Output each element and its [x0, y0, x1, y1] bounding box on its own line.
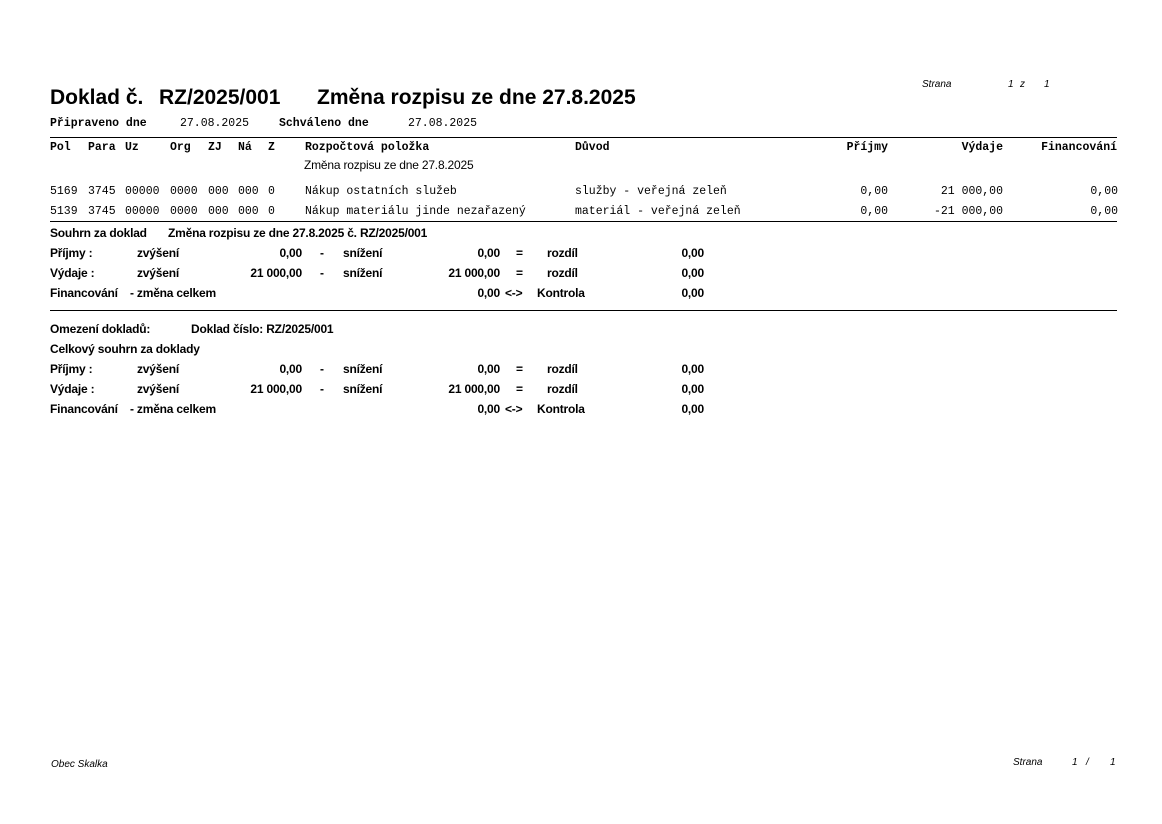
increase-value: 0,00: [279, 246, 302, 260]
difference-label: rozdíl: [547, 246, 578, 260]
cell-financing: 0,00: [1090, 205, 1118, 218]
cell-expense: -21 000,00: [933, 205, 1003, 218]
page-number: 1: [1008, 79, 1014, 90]
doc-title-label: Doklad č.: [50, 86, 144, 109]
footer-org: Obec Skalka: [51, 759, 108, 770]
expense-label: Výdaje :: [50, 382, 95, 396]
footer-page-label: Strana: [1013, 757, 1043, 768]
financing-detail: - změna celkem: [130, 286, 216, 300]
compare-arrow: <->: [505, 286, 523, 300]
cell-na: 000: [238, 205, 259, 218]
col-expense: Výdaje: [961, 141, 1003, 154]
income-label: Příjmy :: [50, 362, 93, 376]
decrease-value: 21 000,00: [448, 266, 500, 280]
increase-value: 21 000,00: [250, 382, 302, 396]
decrease-value: 21 000,00: [448, 382, 500, 396]
cell-item: Nákup ostatních služeb: [305, 185, 457, 198]
page-label: Strana: [922, 79, 952, 90]
increase-label: zvýšení: [137, 246, 179, 260]
approved-label: Schváleno dne: [279, 117, 369, 130]
decrease-value: 0,00: [477, 362, 500, 376]
cell-income: 0,00: [860, 185, 888, 198]
cell-financing: 0,00: [1090, 185, 1118, 198]
cell-z: 0: [268, 185, 275, 198]
financing-detail: - změna celkem: [130, 402, 216, 416]
difference-value: 0,00: [681, 382, 704, 396]
prepared-label: Připraveno dne: [50, 117, 147, 130]
cell-reason: materiál - veřejná zeleň: [575, 205, 741, 218]
increase-value: 0,00: [279, 362, 302, 376]
cell-org: 0000: [170, 205, 198, 218]
decrease-label: snížení: [343, 362, 383, 376]
header-rule: [50, 137, 1117, 138]
cell-para: 3745: [88, 185, 116, 198]
cell-expense: 21 000,00: [940, 185, 1003, 198]
footer-page-sep: /: [1086, 757, 1089, 768]
col-para: Para: [88, 141, 116, 154]
limit-value: Doklad číslo: RZ/2025/001: [191, 322, 334, 336]
decrease-value: 0,00: [477, 246, 500, 260]
col-zj: ZJ: [208, 141, 222, 154]
increase-label: zvýšení: [137, 362, 179, 376]
col-na: Ná: [238, 141, 252, 154]
total-heading: Celkový souhrn za doklady: [50, 342, 200, 356]
check-label: Kontrola: [537, 402, 585, 416]
summary-heading-detail: Změna rozpisu ze dne 27.8.2025 č. RZ/2025/001: [168, 226, 428, 240]
footer-page-total: 1: [1110, 757, 1116, 768]
equals-sign: =: [516, 362, 523, 376]
cell-reason: služby - veřejná zeleň: [575, 185, 727, 198]
equals-sign: =: [516, 382, 523, 396]
difference-label: rozdíl: [547, 382, 578, 396]
col-org: Org: [170, 141, 191, 154]
summary-heading: Souhrn za doklad: [50, 226, 147, 240]
financing-label: Financování: [50, 402, 118, 416]
difference-label: rozdíl: [547, 266, 578, 280]
approved-date: 27.08.2025: [408, 117, 478, 130]
financing-value: 0,00: [477, 286, 500, 300]
prepared-date: 27.08.2025: [180, 117, 250, 130]
table-bottom-rule: [50, 221, 1117, 222]
cell-para: 3745: [88, 205, 116, 218]
difference-value: 0,00: [681, 362, 704, 376]
minus-sign: -: [320, 246, 324, 260]
doc-number: RZ/2025/001: [159, 86, 281, 109]
decrease-label: snížení: [343, 382, 383, 396]
col-pol: Pol: [50, 141, 71, 154]
check-value: 0,00: [681, 286, 704, 300]
equals-sign: =: [516, 266, 523, 280]
decrease-label: snížení: [343, 246, 383, 260]
equals-sign: =: [516, 246, 523, 260]
col-reason: Důvod: [575, 141, 610, 154]
difference-value: 0,00: [681, 266, 704, 280]
financing-value: 0,00: [477, 402, 500, 416]
decrease-label: snížení: [343, 266, 383, 280]
cell-na: 000: [238, 185, 259, 198]
increase-label: zvýšení: [137, 382, 179, 396]
minus-sign: -: [320, 362, 324, 376]
difference-value: 0,00: [681, 246, 704, 260]
expense-label: Výdaje :: [50, 266, 95, 280]
cell-item: Nákup materiálu jinde nezařazený: [305, 205, 526, 218]
income-label: Příjmy :: [50, 246, 93, 260]
cell-z: 0: [268, 205, 275, 218]
doc-change-title: Změna rozpisu ze dne 27.8.2025: [317, 86, 636, 109]
financing-label: Financování: [50, 286, 118, 300]
table-subheader: Změna rozpisu ze dne 27.8.2025: [304, 158, 474, 172]
cell-zj: 000: [208, 185, 229, 198]
page-total: 1: [1044, 79, 1050, 90]
cell-pol: 5139: [50, 205, 78, 218]
increase-label: zvýšení: [137, 266, 179, 280]
col-z: Z: [268, 141, 275, 154]
cell-income: 0,00: [860, 205, 888, 218]
minus-sign: -: [320, 382, 324, 396]
compare-arrow: <->: [505, 402, 523, 416]
increase-value: 21 000,00: [250, 266, 302, 280]
limit-label: Omezení dokladů:: [50, 322, 151, 336]
col-financing: Financování: [1041, 141, 1117, 154]
col-item: Rozpočtová položka: [305, 141, 430, 154]
page-of: z: [1020, 79, 1025, 90]
summary-rule: [50, 310, 1117, 311]
minus-sign: -: [320, 266, 324, 280]
col-income: Příjmy: [846, 141, 888, 154]
cell-org: 0000: [170, 185, 198, 198]
cell-zj: 000: [208, 205, 229, 218]
col-uz: Uz: [125, 141, 139, 154]
difference-label: rozdíl: [547, 362, 578, 376]
cell-pol: 5169: [50, 185, 78, 198]
footer-page-number: 1: [1072, 757, 1078, 768]
cell-uz: 00000: [125, 185, 160, 198]
cell-uz: 00000: [125, 205, 160, 218]
check-value: 0,00: [681, 402, 704, 416]
check-label: Kontrola: [537, 286, 585, 300]
